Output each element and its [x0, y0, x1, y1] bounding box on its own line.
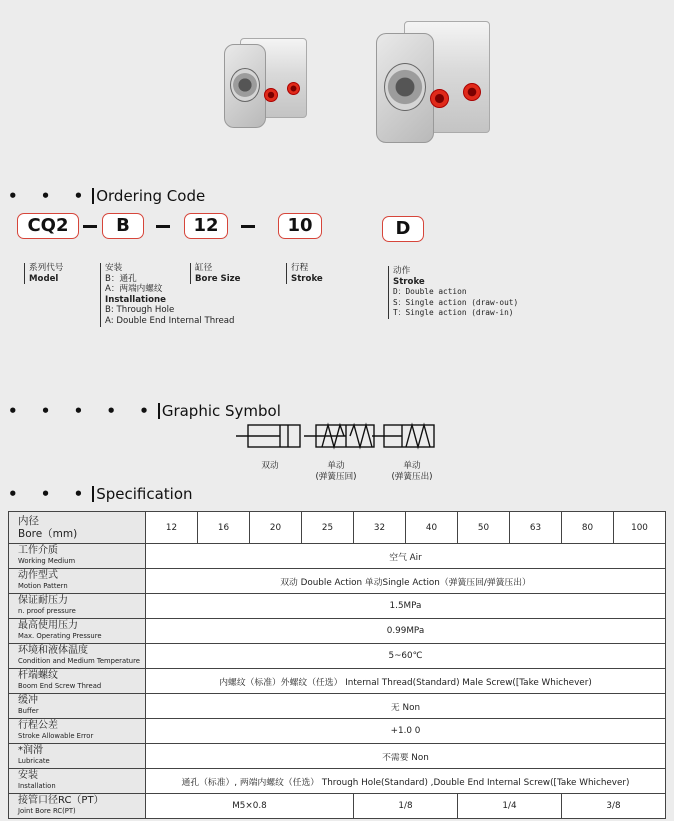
graphic-symbol-heading: • • • • • Graphic Symbol	[8, 402, 281, 420]
row-value: 内螺纹（标准）外螺纹（任选） Internal Thread(Standard) Male Screw([Take Whichever)	[146, 669, 666, 694]
row-label: 内径 Bore（mm)	[9, 512, 146, 544]
port-value: M5×0.8	[146, 794, 354, 819]
dash	[83, 225, 97, 228]
row-label: 杆端螺纹 Boom End Screw Thread	[9, 669, 146, 694]
bore-cell: 32	[354, 512, 406, 544]
table-row	[9, 594, 666, 619]
desc-bore: 缸径 Bore Size	[190, 263, 240, 284]
row-label: 接管口径RC（PT） Joint Bore RC(PT)	[9, 794, 146, 819]
table-row	[9, 794, 666, 819]
code-bore: 12	[184, 213, 228, 239]
bore-cell: 40	[406, 512, 458, 544]
specification-table	[8, 511, 666, 819]
row-value: 无 Non	[146, 694, 666, 719]
table-row	[9, 694, 666, 719]
table-row	[9, 769, 666, 794]
specification-heading: • • • Specification	[8, 485, 193, 503]
bore-cell: 80	[562, 512, 614, 544]
table-row	[9, 744, 666, 769]
row-label: 最高使用压力 Max. Operating Pressure	[9, 619, 146, 644]
row-value: 通孔（标准）, 两端内螺纹（任选） Through Hole(Standard) ,Double End Internal Screw([Take Whichever)	[146, 769, 666, 794]
bore-cell: 20	[250, 512, 302, 544]
bore-cell: 50	[458, 512, 510, 544]
bore-cell: 12	[146, 512, 198, 544]
code-stroke: 10	[278, 213, 322, 239]
table-header-row	[9, 512, 666, 544]
table-row	[9, 719, 666, 744]
row-value: 5~60℃	[146, 644, 666, 669]
row-label: 安装 Installation	[9, 769, 146, 794]
table-row	[9, 669, 666, 694]
bore-cell: 63	[510, 512, 562, 544]
ordering-code-heading: • • • Ordering Code	[8, 187, 206, 205]
row-value: 空气 Air	[146, 544, 666, 569]
table-row	[9, 569, 666, 594]
row-value: 0.99MPa	[146, 619, 666, 644]
symbol-label-spring-extend: 单动 (弹簧压出)	[391, 461, 433, 482]
row-label: *润滑 Lubricate	[9, 744, 146, 769]
row-value: 不需要 Non	[146, 744, 666, 769]
desc-action: 动作 Stroke D：Double action S：Single action (draw-out) T：Single action (draw-in)	[388, 266, 518, 319]
cylinder-image-large	[372, 15, 492, 145]
desc-model: 系列代号 Model	[24, 263, 63, 284]
code-model: CQ2	[17, 213, 79, 239]
table-row	[9, 644, 666, 669]
row-label: 动作型式 Motion Pattern	[9, 569, 146, 594]
desc-stroke: 行程 Stroke	[286, 263, 323, 284]
code-action: D	[382, 216, 424, 242]
symbol-label-double: 双动	[261, 461, 279, 471]
row-value: +1.0 0	[146, 719, 666, 744]
port-value: 1/4	[458, 794, 562, 819]
bore-cell: 100	[614, 512, 666, 544]
row-value: 双动 Double Action 单动Single Action（弹簧压回/弹簧压出）	[146, 569, 666, 594]
row-label: 工作介质 Working Medium	[9, 544, 146, 569]
row-label: 缓冲 Buffer	[9, 694, 146, 719]
row-label: 环境和液体温度 Condition and Medium Temperature	[9, 644, 146, 669]
row-label: 行程公差 Stroke Allowable Error	[9, 719, 146, 744]
row-label: 保证耐压力 n. proof pressure	[9, 594, 146, 619]
code-installation: B	[102, 213, 144, 239]
symbol-label-spring-return: 单动 (弹簧压回)	[315, 461, 357, 482]
pneumatic-symbols	[236, 420, 436, 454]
bore-cell: 25	[302, 512, 354, 544]
port-value: 1/8	[354, 794, 458, 819]
desc-installation: 安装 B：通孔 A：两端内螺纹 Installatione B: Through Hole A: Double End Internal Thread	[100, 263, 235, 327]
row-value: 1.5MPa	[146, 594, 666, 619]
bore-cell: 16	[198, 512, 250, 544]
dash	[241, 225, 255, 228]
cylinder-image-small	[218, 30, 308, 130]
dash	[156, 225, 170, 228]
table-row	[9, 619, 666, 644]
port-value: 3/8	[562, 794, 666, 819]
table-row	[9, 544, 666, 569]
